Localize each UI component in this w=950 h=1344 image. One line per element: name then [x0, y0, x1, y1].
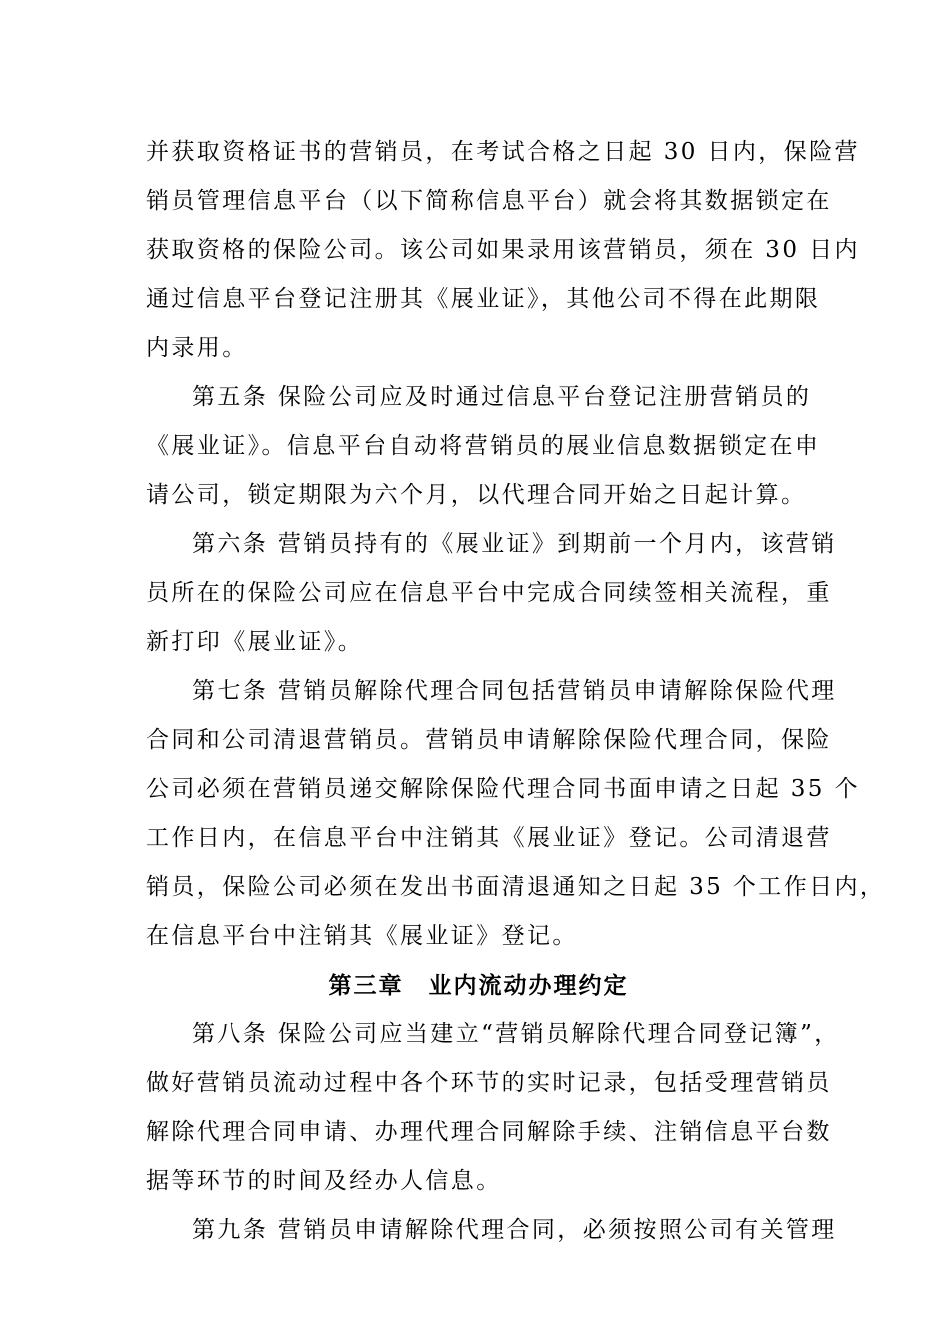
text-line: 工作日内，在信息平台中注销其《展业证》登记。公司清退营: [146, 825, 832, 851]
text-line: 第六条 营销员持有的《展业证》到期前一个月内，该营销: [192, 531, 837, 557]
text-line: 销员管理信息平台（以下简称信息平台）就会将其数据锁定在: [146, 188, 832, 214]
article-6: [146, 520, 837, 667]
article-5: [146, 373, 821, 520]
article-8: [146, 1010, 840, 1206]
text-line: 据等环节的时间及经办人信息。: [146, 1168, 502, 1194]
text-line: 公司必须在营销员递交解除保险代理合同书面申请之日起 35 个: [146, 776, 860, 802]
text-line: 并获取资格证书的营销员，在考试合格之日起 30 日内，保险营: [146, 139, 860, 165]
text-line: 合同和公司清退营销员。营销员申请解除保险代理合同，保险: [146, 727, 832, 753]
text-line: 内录用。: [146, 335, 248, 361]
text-line: 请公司，锁定期限为六个月，以代理合同开始之日起计算。: [146, 482, 807, 508]
text-line: 销员，保险公司必须在发出书面清退通知之日起 35 个工作日内，: [146, 874, 886, 900]
text-line: 在信息平台中注销其《展业证》登记。: [146, 923, 578, 949]
text-line: 通过信息平台登记注册其《展业证》，其他公司不得在此期限: [146, 286, 821, 312]
text-line: 员所在的保险公司应在信息平台中完成合同续签相关流程，重: [146, 580, 832, 606]
text-line: 做好营销员流动过程中各个环节的实时记录，包括受理营销员: [146, 1070, 832, 1096]
paragraph-continuation: [146, 128, 860, 373]
text-line: 解除代理合同申请、办理代理合同解除手续、注销信息平台数: [146, 1119, 832, 1145]
text-line: 第七条 营销员解除代理合同包括营销员申请解除保险代理: [192, 678, 837, 704]
text-line: 新打印《展业证》。: [146, 629, 364, 655]
text-line: 《展业证》。信息平台自动将营销员的展业信息数据锁定在申: [146, 433, 821, 459]
text-line: 第八条 保险公司应当建立“营销员解除代理合同登记簿”，: [192, 1021, 840, 1047]
article-9: [146, 1206, 837, 1255]
article-7: [146, 667, 886, 961]
text-line: 第九条 营销员申请解除代理合同，必须按照公司有关管理: [192, 1217, 837, 1243]
document-page: [146, 128, 886, 1255]
text-line: 第五条 保险公司应及时通过信息平台登记注册营销员的: [192, 384, 812, 410]
text-line: 获取资格的保险公司。该公司如果录用该营销员，须在 30 日内: [146, 237, 860, 263]
chapter-heading: 第三章 业内流动办理约定: [328, 972, 629, 999]
